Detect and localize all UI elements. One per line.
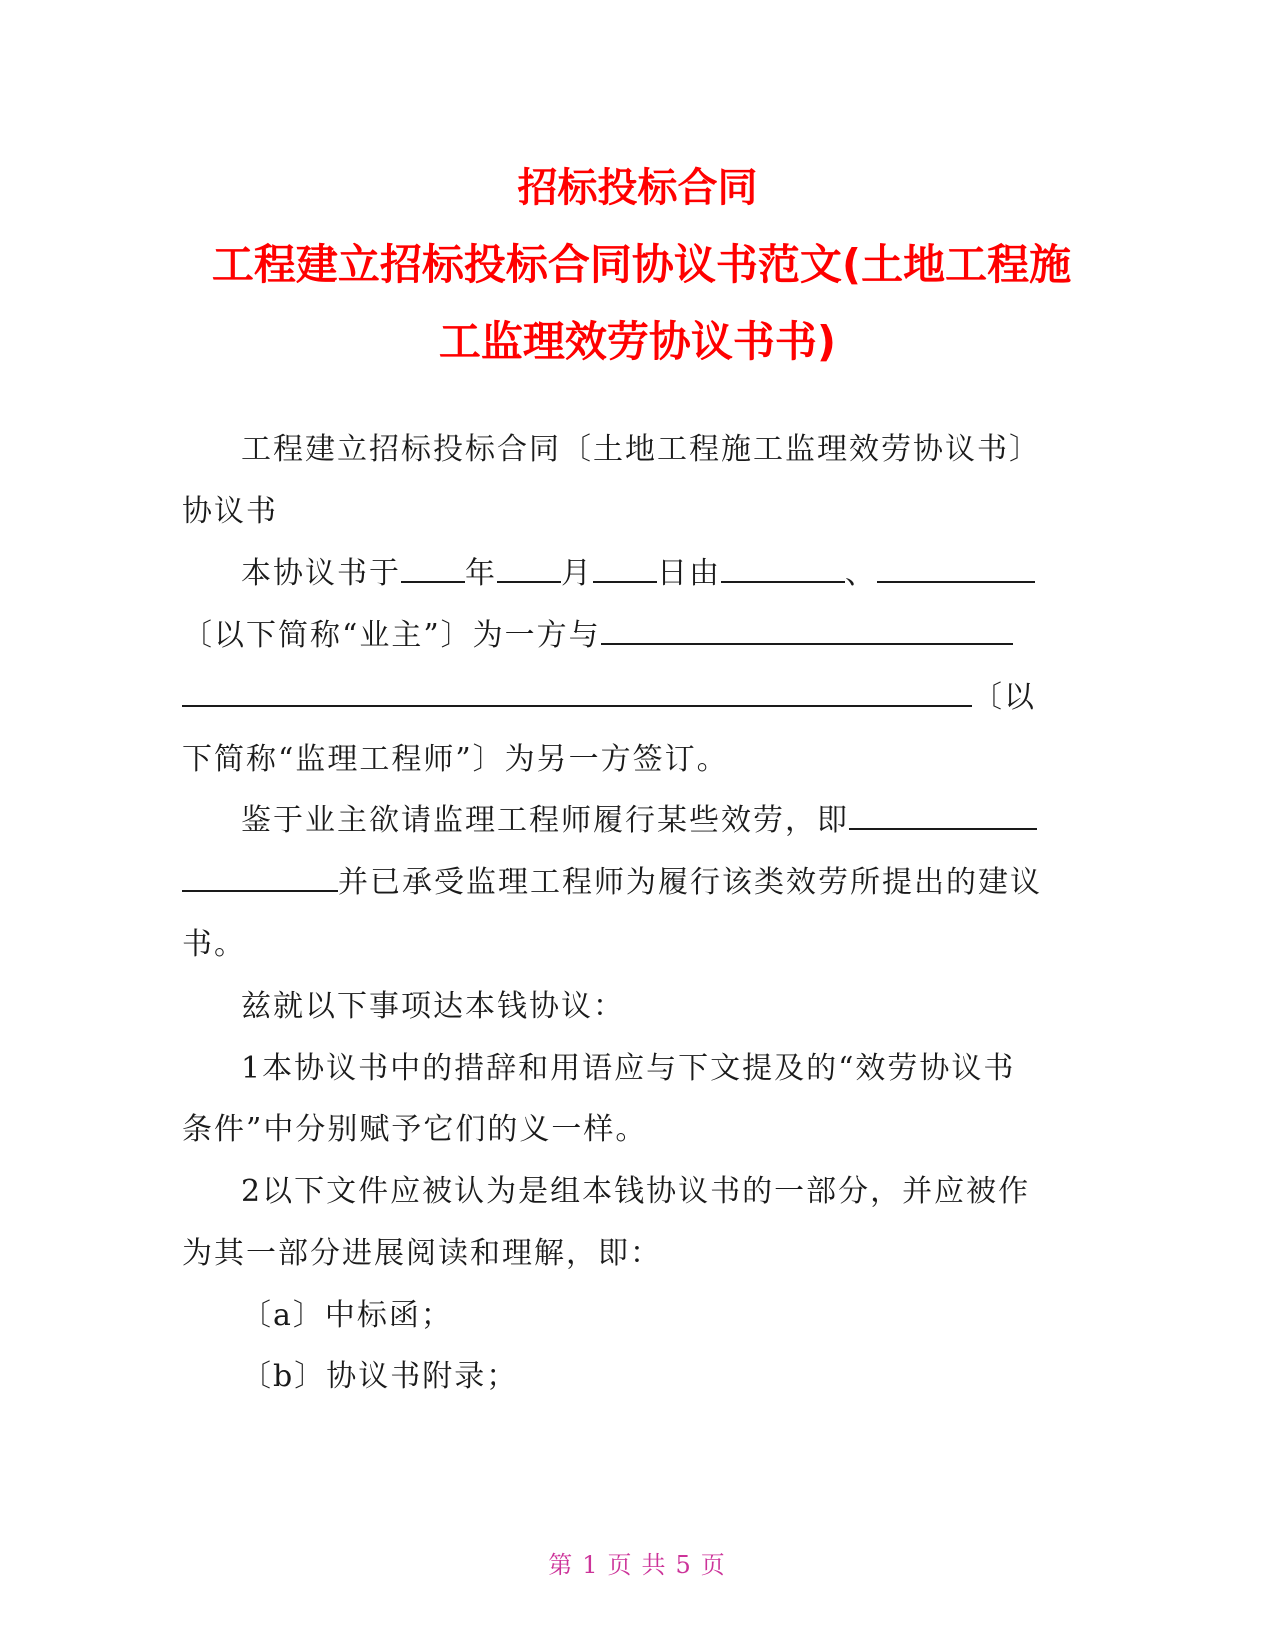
footer-word-ye-2: 页 bbox=[700, 1551, 727, 1579]
paragraph-agreement-line-2 bbox=[182, 616, 1013, 656]
footer-word-ye: 页 bbox=[607, 1551, 634, 1579]
paragraph-intro-line-1: 工程建立招标投标合同〔土地工程施工监理效劳协议书〕 bbox=[241, 432, 1041, 467]
document-subtitle-line-1: 工程建立招标投标合同协议书范文(土地工程施 bbox=[211, 240, 1072, 289]
agreement-date-prefix: 本协议书于 bbox=[241, 556, 401, 591]
services-continuation-blank bbox=[182, 864, 338, 892]
paragraph-agreement-line-1 bbox=[241, 554, 1035, 594]
clause-2-line-1: 2以下文件应被认为是组本钱协议书的一部分，并应被作 bbox=[241, 1174, 1031, 1209]
paragraph-agreed-matters: 兹就以下事项达本钱协议： bbox=[241, 989, 625, 1024]
services-proposal-text: 并已承受监理工程师为履行该类效劳所提出的建议 bbox=[338, 865, 1042, 900]
owner-definition-text: 〔以下简称“业主”〕为一方与 bbox=[182, 618, 601, 653]
clause-1-line-2: 条件”中分别赋予它们的义一样。 bbox=[182, 1112, 648, 1147]
document-subtitle-line-2: 工监理效劳协议书书) bbox=[438, 317, 837, 366]
engineer-definition-start: 〔以 bbox=[972, 680, 1036, 715]
day-blank bbox=[593, 555, 657, 583]
year-label: 年 bbox=[465, 556, 497, 591]
year-blank bbox=[401, 555, 465, 583]
list-item-b: 〔b〕协议书附录； bbox=[241, 1359, 519, 1394]
paragraph-services-line-3: 书。 bbox=[182, 927, 246, 962]
paragraph-services-line-2 bbox=[182, 863, 1042, 903]
list-item-a: 〔a〕中标函； bbox=[241, 1298, 453, 1333]
paragraph-services-line-1 bbox=[241, 801, 1037, 841]
footer-word-gong: 共 bbox=[641, 1551, 668, 1579]
document-title: 招标投标合同 bbox=[517, 165, 758, 211]
day-label: 日由 bbox=[657, 556, 721, 591]
total-page-count: 5 bbox=[675, 1551, 693, 1579]
clause-1-line-1: 1本协议书中的措辞和用语应与下文提及的“效劳协议书 bbox=[241, 1051, 1016, 1086]
services-text: 鉴于业主欲请监理工程师履行某些效劳，即 bbox=[241, 803, 849, 838]
month-blank bbox=[497, 555, 561, 583]
paragraph-agreement-line-3 bbox=[182, 678, 1036, 718]
owner-address-blank bbox=[877, 555, 1035, 583]
page-footer bbox=[0, 1545, 1275, 1580]
clause-2-line-2: 为其一部分进展阅读和理解，即： bbox=[182, 1236, 662, 1271]
separator-mark: 、 bbox=[845, 556, 877, 591]
services-blank bbox=[849, 802, 1037, 830]
owner-name-blank bbox=[721, 555, 845, 583]
current-page-number: 1 bbox=[582, 1551, 600, 1579]
engineer-name-blank bbox=[601, 617, 1013, 645]
month-label: 月 bbox=[561, 556, 593, 591]
footer-word-di: 第 bbox=[548, 1551, 575, 1579]
paragraph-agreement-line-4: 下简称“监理工程师”〕为另一方签订。 bbox=[182, 742, 729, 777]
paragraph-intro-line-2: 协议书 bbox=[182, 494, 278, 529]
engineer-address-blank bbox=[182, 679, 972, 707]
